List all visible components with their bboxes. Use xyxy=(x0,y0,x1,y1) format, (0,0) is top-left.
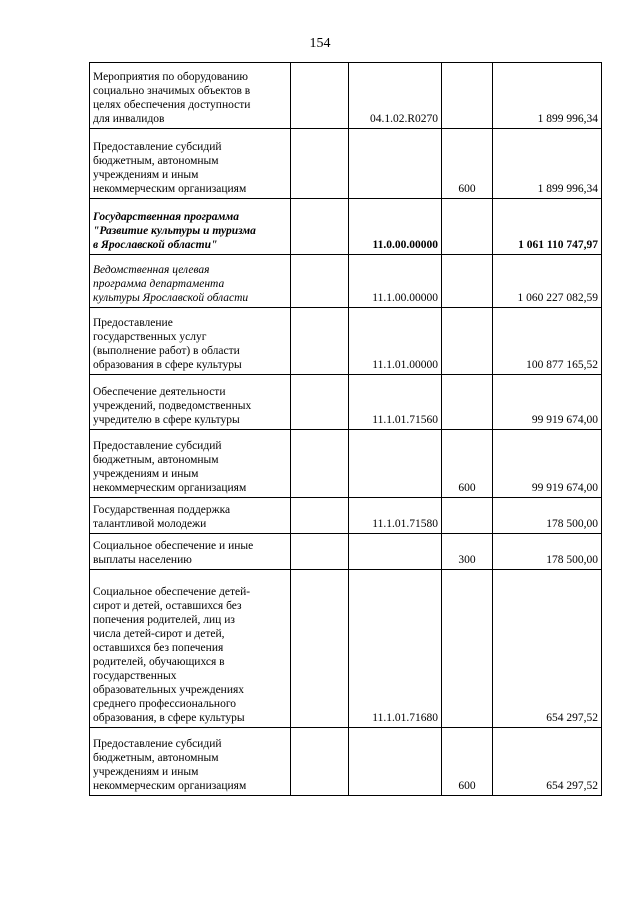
row-amount: 178 500,00 xyxy=(493,498,602,534)
row-empty-cell xyxy=(291,63,349,129)
row-type: 600 xyxy=(442,728,493,796)
table-row xyxy=(90,308,602,375)
table-row xyxy=(90,728,602,796)
row-name-cell xyxy=(90,430,291,498)
row-name-cell xyxy=(90,308,291,375)
row-empty-cell xyxy=(291,199,349,255)
row-name-cell xyxy=(90,63,291,129)
row-empty-cell xyxy=(291,534,349,570)
row-amount: 1 061 110 747,97 xyxy=(493,199,602,255)
row-name-cell xyxy=(90,570,291,728)
row-type xyxy=(442,63,493,129)
row-code: 11.1.01.71560 xyxy=(349,375,442,430)
table-row xyxy=(90,63,602,129)
row-name: Предоставление субсидий бюджетным, автономным учреждениям и иным некоммерческим организациям xyxy=(93,141,247,195)
row-empty-cell xyxy=(291,129,349,199)
table-row xyxy=(90,255,602,308)
row-code xyxy=(349,129,442,199)
row-empty-cell xyxy=(291,430,349,498)
table-row xyxy=(90,375,602,430)
row-name-cell xyxy=(90,375,291,430)
row-type: 300 xyxy=(442,534,493,570)
row-type: 600 xyxy=(442,430,493,498)
row-name-cell xyxy=(90,255,291,308)
row-name-cell xyxy=(90,199,291,255)
row-empty-cell xyxy=(291,498,349,534)
row-code: 11.1.00.00000 xyxy=(349,255,442,308)
table-row xyxy=(90,199,602,255)
table-row xyxy=(90,570,602,728)
row-name: Социальное обеспечение и иные выплаты населению xyxy=(93,540,254,566)
row-name: Обеспечение деятельности учреждений, подведомственных учредителю в сфере культуры xyxy=(93,386,252,426)
row-name-cell xyxy=(90,534,291,570)
row-name-cell xyxy=(90,498,291,534)
page-number: 154 xyxy=(309,36,331,51)
row-code xyxy=(349,534,442,570)
row-name: Социальное обеспечение детей- сирот и детей, оставшихся без попечения родителей, лиц из числа детей-сирот и детей, оставшихся без попечения родителей, обучающихся в государственных образовательных учреждениях среднего профессионального образования, в сфере культуры xyxy=(93,586,251,724)
row-name: Предоставление субсидий бюджетным, автономным учреждениям и иным некоммерческим организациям xyxy=(93,738,247,792)
row-name: Государственная поддержка талантливой молодежи xyxy=(93,504,231,530)
row-amount: 99 919 674,00 xyxy=(493,430,602,498)
row-amount: 654 297,52 xyxy=(493,728,602,796)
table-row xyxy=(90,129,602,199)
row-name-cell xyxy=(90,728,291,796)
row-empty-cell xyxy=(291,255,349,308)
row-empty-cell xyxy=(291,375,349,430)
row-type xyxy=(442,375,493,430)
row-empty-cell xyxy=(291,308,349,375)
row-name: Ведомственная целевая программа департамента культуры Ярославской области xyxy=(93,264,249,304)
budget-table xyxy=(89,62,602,796)
row-code: 11.0.00.00000 xyxy=(349,199,442,255)
row-amount: 178 500,00 xyxy=(493,534,602,570)
row-amount: 1 899 996,34 xyxy=(493,129,602,199)
row-name-cell xyxy=(90,129,291,199)
row-name: Предоставление государственных услуг (выполнение работ) в области образования в сфере культуры xyxy=(93,317,242,371)
budget-table-body xyxy=(90,63,602,796)
row-name: Предоставление субсидий бюджетным, автономным учреждениям и иным некоммерческим организациям xyxy=(93,440,247,494)
table-row xyxy=(90,534,602,570)
row-amount: 100 877 165,52 xyxy=(493,308,602,375)
row-type xyxy=(442,199,493,255)
row-empty-cell xyxy=(291,570,349,728)
row-type xyxy=(442,255,493,308)
row-code: 11.1.01.71580 xyxy=(349,498,442,534)
table-row xyxy=(90,498,602,534)
row-amount: 654 297,52 xyxy=(493,570,602,728)
row-code: 11.1.01.00000 xyxy=(349,308,442,375)
row-empty-cell xyxy=(291,728,349,796)
row-amount: 1 060 227 082,59 xyxy=(493,255,602,308)
row-type xyxy=(442,570,493,728)
row-name: Государственная программа "Развитие культуры и туризма в Ярославской области" xyxy=(93,211,256,251)
row-code: 04.1.02.R0270 xyxy=(349,63,442,129)
row-type xyxy=(442,308,493,375)
row-type xyxy=(442,498,493,534)
table-row xyxy=(90,430,602,498)
row-amount: 99 919 674,00 xyxy=(493,375,602,430)
row-code: 11.1.01.71680 xyxy=(349,570,442,728)
row-type: 600 xyxy=(442,129,493,199)
row-name: Мероприятия по оборудованию социально значимых объектов в целях обеспечения доступности для инвалидов xyxy=(93,71,251,125)
row-code xyxy=(349,430,442,498)
row-amount: 1 899 996,34 xyxy=(493,63,602,129)
row-code xyxy=(349,728,442,796)
